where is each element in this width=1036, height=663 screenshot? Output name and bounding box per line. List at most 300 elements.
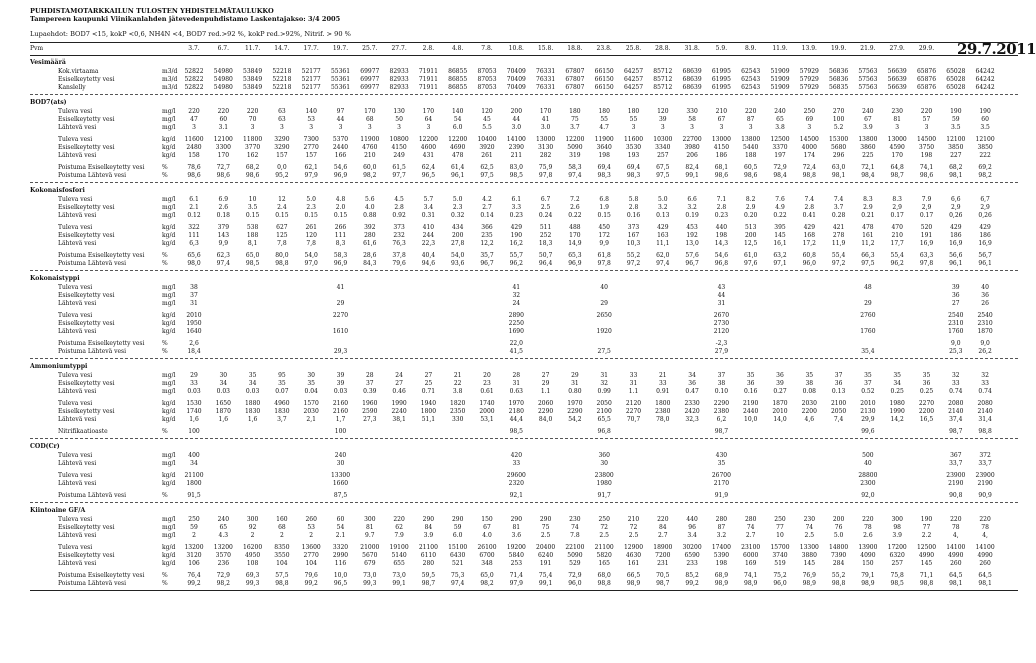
value-cell: 186 (950, 231, 962, 239)
value-cell: 16,2 (509, 239, 523, 247)
value-cell: 0.41 (802, 211, 816, 219)
value-cell: 6,2 (716, 415, 727, 423)
value-cell: 240 (334, 451, 347, 459)
value-cell: 7200 (655, 552, 671, 560)
value-cell: 0.03 (333, 387, 348, 395)
value-cell: 81 (893, 115, 901, 123)
value-cell: 1990 (391, 399, 407, 407)
row-label: Esiselkeytetty vesi (58, 231, 115, 239)
value-cell: 186 (715, 151, 728, 159)
value-cell: 59,5 (421, 572, 436, 580)
value-cell: 1830 (244, 407, 261, 415)
value-cell: 6.1 (511, 195, 522, 203)
value-cell: 2.6 (570, 203, 580, 211)
value-cell: 55,2 (831, 572, 846, 580)
value-cell: 240 (862, 107, 874, 115)
value-cell: 97,8 (919, 259, 934, 267)
value-cell: 52822 (184, 83, 204, 91)
value-cell: 23100 (741, 544, 761, 552)
value-cell: 27,9 (714, 347, 729, 355)
row-label: Lähtevä vesi (58, 459, 97, 467)
value-cell: 37 (190, 291, 198, 299)
value-cell: 38 (190, 283, 198, 291)
value-cell: 54 (336, 524, 345, 531)
value-cell: 5680 (830, 143, 847, 151)
value-cell: 2 (309, 531, 314, 539)
value-cell: 167 (627, 231, 640, 239)
value-cell: 284 (832, 560, 845, 567)
value-cell: 140 (451, 107, 464, 115)
value-cell: 55,4 (890, 251, 904, 259)
row-label: Tuleva vesi (58, 451, 93, 459)
value-cell: 4990 (918, 552, 935, 560)
value-cell: 395 (774, 223, 786, 231)
value-cell: 25,3 (949, 347, 963, 355)
date-cell: 7.8. (481, 45, 493, 52)
value-cell: 97,6 (744, 259, 758, 267)
value-cell: 36 (688, 379, 696, 387)
value-cell: 260 (950, 560, 962, 567)
value-cell: 55,7 (509, 251, 523, 259)
value-cell: 166 (334, 151, 347, 159)
value-cell: 35 (746, 371, 755, 379)
date-cell: 2.8. (422, 45, 435, 52)
table-row (0, 68, 1024, 76)
row-label: Tuleva vesi (58, 283, 93, 291)
value-cell: 21000 (360, 544, 380, 552)
value-cell: 6590 (684, 552, 700, 560)
value-cell: 96,0 (802, 259, 816, 267)
value-cell: 2080 (948, 399, 964, 407)
value-cell: 3120 (186, 552, 202, 560)
value-cell: 0.24 (538, 211, 553, 219)
value-cell: 35 (248, 371, 257, 379)
value-cell: 300 (891, 516, 903, 524)
value-cell: 282 (539, 151, 552, 159)
value-cell: 57929 (799, 75, 819, 83)
value-cell: 52822 (184, 75, 204, 83)
value-cell: 23900 (946, 472, 966, 479)
value-cell: 13200 (213, 544, 233, 552)
value-cell: 93,6 (451, 259, 465, 267)
value-cell: 97,5 (480, 171, 494, 179)
value-cell: 21100 (184, 472, 204, 479)
value-cell: 86855 (448, 83, 468, 91)
value-cell: 99,2 (187, 580, 201, 588)
value-cell: 0.16 (744, 387, 758, 395)
value-cell: 75 (571, 115, 579, 123)
value-cell: 220 (393, 516, 405, 524)
value-cell: 373 (393, 223, 405, 231)
table-row (0, 380, 1024, 388)
row-label: Tuleva vesi (58, 472, 93, 479)
value-cell: 96,1 (451, 171, 465, 179)
value-cell: 75,9 (538, 163, 553, 171)
value-cell: 1740 (186, 407, 202, 415)
value-cell: 1820 (450, 399, 466, 407)
value-cell: 36 (834, 379, 843, 387)
value-cell: 17400 (711, 544, 731, 552)
row-unit: kg/d (162, 135, 176, 143)
value-cell: 67807 (565, 68, 585, 75)
value-cell: 6430 (450, 552, 466, 560)
value-cell: 0.19 (685, 211, 699, 219)
value-cell: 98,6 (744, 171, 758, 179)
value-cell: 4.8 (335, 195, 346, 203)
value-cell: 3.1 (218, 123, 229, 131)
value-cell: 6320 (889, 552, 905, 560)
value-cell: 5.8 (628, 195, 639, 203)
value-cell: 56,7 (978, 251, 992, 259)
value-cell: 82933 (389, 75, 409, 83)
row-label: Tuleva vesi (58, 195, 93, 203)
value-cell: 72,9 (568, 572, 582, 580)
value-cell: 53,1 (480, 415, 494, 423)
value-cell: 11900 (594, 135, 614, 143)
value-cell: 34 (248, 379, 257, 387)
table-row (0, 372, 1024, 380)
value-cell: 96,8 (597, 427, 611, 435)
value-cell: 322 (188, 223, 200, 231)
value-cell: 1970 (508, 399, 524, 407)
value-cell: 4760 (362, 143, 378, 151)
table-row (0, 152, 1024, 160)
value-cell: 2590 (362, 407, 378, 415)
value-cell: 3.3 (511, 203, 522, 211)
value-cell: 143 (217, 231, 230, 239)
table-row (0, 460, 1024, 468)
value-cell: 2080 (977, 399, 993, 407)
value-cell: 78 (981, 524, 989, 531)
value-cell: 36 (776, 371, 784, 379)
value-cell: 72,4 (802, 163, 816, 171)
value-cell: 65,6 (187, 251, 201, 259)
section-title: Ammoniumtyppi (30, 362, 88, 370)
value-cell: 5090 (567, 552, 583, 560)
value-cell: 65 (776, 115, 784, 123)
value-cell: 10 (776, 531, 784, 539)
value-cell: 2420 (684, 407, 700, 415)
value-cell: 12500 (916, 544, 937, 552)
value-cell: 3920 (479, 143, 495, 151)
value-cell: 69,3 (245, 572, 260, 580)
value-cell: 23800 (594, 472, 614, 479)
value-cell: 34 (190, 459, 198, 467)
row-unit: mg/l (162, 379, 176, 387)
value-cell: 0.16 (626, 211, 641, 219)
value-cell: 98,8 (978, 427, 992, 435)
row-label: Esiselkeytetty vesi (58, 143, 115, 151)
value-cell: 35,7 (480, 251, 494, 259)
value-cell: 520 (920, 223, 933, 231)
row-unit: % (162, 427, 168, 435)
value-cell: 10,0 (333, 572, 348, 580)
value-cell: 41 (336, 283, 345, 291)
value-cell: 37,8 (392, 251, 406, 259)
value-cell: 0.17 (919, 211, 934, 219)
value-cell: 429 (950, 223, 962, 231)
value-cell: 61,0 (744, 251, 758, 259)
value-cell: 170 (422, 107, 435, 115)
value-cell: 2.1 (335, 531, 346, 539)
value-cell: 26 (981, 299, 989, 307)
row-unit: kg/d (162, 223, 176, 231)
value-cell: 52218 (272, 68, 292, 75)
table-row (0, 516, 1024, 524)
value-cell: 14100 (975, 544, 995, 552)
section-title: Kokonaistyppi (30, 274, 80, 282)
value-cell: 2.4 (277, 203, 287, 211)
value-cell: 13000 (711, 135, 731, 143)
value-cell: 77 (922, 524, 931, 531)
value-cell: 120 (657, 107, 669, 115)
value-cell: 68,9 (714, 572, 729, 580)
value-cell: 1650 (215, 399, 231, 407)
value-cell: 421 (832, 223, 845, 231)
date-cell: 4.8. (451, 45, 464, 52)
value-cell: 96,2 (509, 259, 523, 267)
value-cell: 40,4 (421, 251, 436, 259)
section-divider (30, 502, 1018, 503)
value-cell: 62543 (741, 75, 761, 83)
value-cell: 3.9 (863, 123, 873, 131)
value-cell: 76331 (536, 75, 556, 83)
value-cell: 130 (393, 107, 405, 115)
value-cell: 4.9 (775, 203, 785, 211)
row-label: Lähtevä vesi (58, 327, 97, 335)
date-cell: 8.9. (744, 45, 757, 52)
value-cell: 1870 (772, 399, 788, 407)
value-cell: 3 (631, 123, 636, 131)
row-label: Poistuma Lähtevä vesi (58, 347, 127, 355)
row-label: Lähtevä vesi (58, 151, 97, 159)
value-cell: 45 (483, 115, 491, 123)
value-cell: 2380 (713, 407, 730, 415)
value-cell: 145 (774, 231, 786, 239)
row-label: Nitrifikaatioaste (58, 427, 108, 435)
value-cell: 62,3 (216, 251, 230, 259)
value-cell: 1.1 (628, 387, 639, 395)
value-cell: 478 (451, 151, 464, 159)
table-row (0, 144, 1024, 152)
table-row (0, 572, 1024, 580)
value-cell: 68 (365, 115, 374, 123)
value-cell: 14500 (799, 135, 819, 143)
value-cell: 0.10 (714, 387, 729, 395)
value-cell: 65,0 (245, 251, 260, 259)
row-unit: mg/l (162, 531, 176, 539)
value-cell: 6,7 (980, 195, 990, 203)
value-cell: 98,8 (802, 171, 816, 179)
value-cell: 3570 (215, 552, 231, 560)
value-cell: 38,1 (392, 415, 406, 423)
value-cell: 225 (862, 151, 874, 159)
value-cell: 210 (627, 516, 640, 524)
row-unit: % (162, 171, 168, 179)
row-label: Lähtevä vesi (58, 211, 97, 219)
value-cell: 98,8 (275, 259, 289, 267)
date-cell: 3.7. (188, 45, 200, 52)
value-cell: 96,9 (333, 171, 348, 179)
value-cell: 2,1 (306, 415, 316, 423)
value-cell: 98,5 (509, 427, 523, 435)
value-cell: 0.23 (714, 211, 729, 219)
value-cell: 538 (246, 223, 259, 231)
row-label: Kok.virtaama (58, 68, 99, 75)
value-cell: 60 (336, 516, 345, 524)
value-cell: 400 (188, 451, 200, 459)
value-cell: 76,9 (802, 572, 816, 580)
value-cell: 51,1 (421, 415, 436, 423)
value-cell: 69977 (360, 83, 380, 91)
value-cell: 2290 (537, 407, 554, 415)
value-cell: 97,2 (831, 259, 846, 267)
value-cell: 3.6 (511, 531, 522, 539)
value-cell: 16,1 (773, 239, 787, 247)
value-cell: 15700 (770, 544, 790, 552)
value-cell: 7.4 (833, 195, 844, 203)
value-cell: 1740 (479, 399, 495, 407)
value-cell: 0.92 (392, 211, 406, 219)
row-label: Lähtevä vesi (58, 387, 97, 395)
value-cell: 0.74 (978, 387, 992, 395)
value-cell: 57929 (799, 68, 819, 75)
value-cell: 58,3 (333, 251, 348, 259)
value-cell: 21 (658, 371, 667, 379)
value-cell: 10300 (653, 135, 673, 143)
value-cell: 64242 (975, 83, 995, 91)
value-cell: 3.7 (833, 203, 844, 211)
value-cell: -2,3 (715, 339, 728, 347)
table-row (0, 428, 1024, 436)
value-cell: 91,5 (187, 492, 201, 500)
value-cell: 33 (190, 379, 198, 387)
row-label: Esiselkeytetty vesi (58, 524, 115, 531)
value-cell: 410 (422, 223, 435, 231)
value-cell: 98,6 (216, 171, 230, 179)
value-cell: 75,4 (538, 572, 553, 580)
value-cell: 1,7 (335, 415, 346, 423)
value-cell: 55 (600, 115, 608, 123)
value-cell: 84 (658, 524, 667, 531)
value-cell: 13900 (858, 544, 878, 552)
value-cell: 4, (982, 531, 988, 539)
table-row (0, 164, 1024, 172)
value-cell: 2,9 (892, 203, 902, 211)
value-cell: 220 (217, 107, 230, 115)
date-cell: 15.8. (537, 45, 554, 52)
value-cell: 2.5 (540, 203, 551, 211)
value-cell: 87053 (477, 83, 497, 91)
value-cell: 78 (951, 524, 960, 531)
value-cell: 20400 (536, 544, 556, 552)
value-cell: 98,7 (890, 171, 904, 179)
value-cell: 96,5 (333, 580, 348, 588)
value-cell: 35 (307, 379, 315, 387)
value-cell: 72,1 (861, 163, 875, 171)
value-cell: 8.3 (863, 195, 873, 203)
value-cell: 67 (864, 115, 872, 123)
value-cell: 1,6 (247, 415, 258, 423)
value-cell: 2770 (303, 552, 319, 560)
value-cell: 0.91 (656, 387, 670, 395)
value-cell: 9,0 (951, 339, 961, 347)
value-cell: 2120 (625, 399, 642, 407)
value-cell: 21100 (418, 544, 438, 552)
value-cell: 500 (862, 451, 874, 459)
value-cell: 13300 (330, 472, 351, 479)
date-cell: 5.9. (715, 45, 728, 52)
value-cell: 44 (336, 115, 345, 123)
date-cell: 18.8. (567, 45, 583, 52)
value-cell: 1690 (508, 327, 524, 335)
value-cell: 69977 (360, 75, 380, 83)
table-row (0, 284, 1024, 292)
row-unit: kg/d (162, 544, 176, 552)
value-cell: 31 (717, 299, 726, 307)
value-cell: 82933 (389, 83, 409, 91)
table-row (0, 252, 1024, 260)
value-cell: 92,1 (509, 492, 523, 500)
value-cell: 2030 (801, 399, 817, 407)
value-cell: 2100 (596, 407, 612, 415)
value-cell: 36 (951, 291, 960, 299)
date-cell: 27.9. (889, 45, 905, 52)
value-cell: 64242 (975, 75, 995, 83)
value-cell: 200 (832, 516, 845, 524)
value-cell: 0.12 (187, 211, 201, 219)
value-cell: 84 (424, 524, 433, 531)
value-cell: 163 (657, 231, 669, 239)
value-cell: 2060 (537, 399, 554, 407)
value-cell: 429 (803, 223, 816, 231)
value-cell: 2770 (303, 143, 319, 151)
value-cell: 160 (276, 516, 288, 524)
value-cell: 35 (805, 371, 814, 379)
value-cell: 41 (541, 115, 550, 123)
value-cell: 96,4 (538, 259, 553, 267)
value-cell: 429 (510, 223, 523, 231)
value-cell: 75,3 (451, 572, 465, 580)
value-cell: 67807 (565, 83, 585, 91)
value-cell: 33 (981, 379, 989, 387)
value-cell: 37 (365, 379, 374, 387)
value-cell: 69977 (360, 68, 380, 75)
value-cell: 98,9 (714, 580, 729, 588)
value-cell: 0.21 (861, 211, 875, 219)
value-cell: 1610 (332, 327, 349, 335)
value-cell: 13000 (887, 135, 907, 143)
value-cell: 98,0 (187, 259, 201, 267)
value-cell: 96,5 (421, 171, 436, 179)
value-cell: 86855 (448, 68, 468, 75)
value-cell: 98,5 (245, 259, 260, 267)
value-cell: 98,8 (919, 580, 934, 588)
value-cell: 0.25 (919, 387, 934, 395)
value-cell: 104 (276, 560, 288, 567)
value-cell: 83,0 (509, 163, 523, 171)
value-cell: 0.32 (451, 211, 465, 219)
value-cell: 4150 (391, 143, 407, 151)
value-cell: 300 (246, 516, 259, 524)
value-cell: 200 (451, 231, 464, 239)
value-cell: 1980 (889, 399, 905, 407)
value-cell: 60,8 (802, 251, 816, 259)
value-cell: 68639 (682, 83, 702, 91)
row-label: Tuleva vesi (58, 544, 93, 552)
value-cell: 56836 (829, 68, 849, 75)
value-cell: 2290 (567, 407, 583, 415)
